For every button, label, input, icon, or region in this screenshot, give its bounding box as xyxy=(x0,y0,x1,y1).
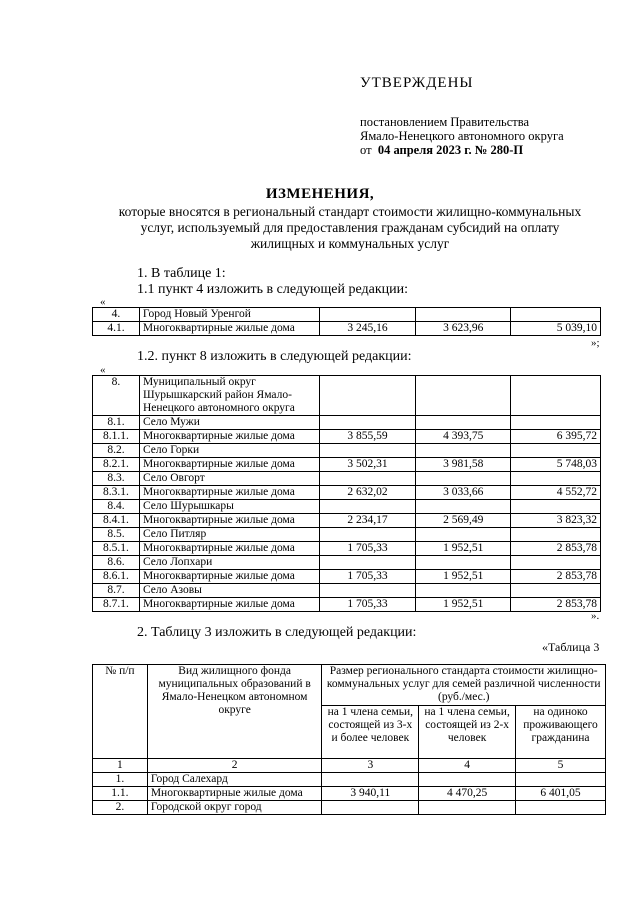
row-num: 8.5. xyxy=(93,528,140,542)
row-num: 2. xyxy=(93,801,148,815)
row-num: 8.4. xyxy=(93,500,140,514)
table-row xyxy=(93,570,601,584)
row-name: Село Горки xyxy=(139,444,319,458)
row-value-3: 2 853,78 xyxy=(511,542,601,556)
row-value-3: 3 823,32 xyxy=(511,514,601,528)
row-value-1: 3 940,11 xyxy=(322,787,419,801)
row-value-3 xyxy=(516,773,606,787)
row-name: Село Азовы xyxy=(139,584,319,598)
row-value-3 xyxy=(511,416,601,430)
row-value-1 xyxy=(319,444,416,458)
row-num: 1.1. xyxy=(93,787,148,801)
row-num: 8.1.1. xyxy=(93,430,140,444)
row-num: 8.7.1. xyxy=(93,598,140,612)
row-value-3 xyxy=(516,801,606,815)
row-value-1 xyxy=(319,528,416,542)
row-value-1 xyxy=(322,773,419,787)
row-num: 8.1. xyxy=(93,416,140,430)
table1-item8 xyxy=(92,375,601,612)
table-row xyxy=(93,787,606,801)
row-name: Село Лопхари xyxy=(139,556,319,570)
table-row xyxy=(93,444,601,458)
table-row xyxy=(93,416,601,430)
document-subtitle-2: услуг, используемый для предоставления гражданам субсидий на оплату xyxy=(140,220,560,235)
row-num: 1. xyxy=(93,773,148,787)
row-name: Село Шурышкары xyxy=(139,500,319,514)
header-col3: на одиноко проживающего гражданина xyxy=(516,706,606,759)
row-name: Муниципальный округ Шурышкарский район Ямало-Ненецкого автономного округа xyxy=(139,376,319,416)
row-value-3 xyxy=(511,500,601,514)
row-num: 8.2. xyxy=(93,444,140,458)
row-name: Многоквартирные жилые дома xyxy=(147,787,322,801)
header-kind: Вид жилищного фонда муниципальных образований в Ямало-Ненецком автономном округе xyxy=(147,665,322,759)
row-value-2: 4 393,75 xyxy=(416,430,511,444)
row-value-2 xyxy=(416,584,511,598)
row-value-1: 1 705,33 xyxy=(319,570,416,584)
decree-date: 04 апреля 2023 г. № 280-П xyxy=(377,143,524,157)
row-num: 8.4.1. xyxy=(93,514,140,528)
row-value-2 xyxy=(419,801,516,815)
row-value-2: 3 033,66 xyxy=(416,486,511,500)
row-value-1 xyxy=(319,472,416,486)
table-row xyxy=(93,376,601,416)
approved-title: УТВЕРЖДЕНЫ xyxy=(360,75,474,91)
row-name: Многоквартирные жилые дома xyxy=(139,514,319,528)
row-name: Село Мужи xyxy=(139,416,319,430)
row-value-2 xyxy=(416,416,511,430)
table-row xyxy=(93,486,601,500)
row-num: 8.6. xyxy=(93,556,140,570)
table-row xyxy=(93,542,601,556)
col-number: 5 xyxy=(516,759,606,773)
row-value-2 xyxy=(416,528,511,542)
section2-heading: 2. Таблицу 3 изложить в следующей редакции: xyxy=(137,625,417,640)
document-title: ИЗМЕНЕНИЯ, xyxy=(265,186,375,202)
table-row xyxy=(93,801,606,815)
table-row xyxy=(93,773,606,787)
row-value-2 xyxy=(419,773,516,787)
row-value-2: 4 470,25 xyxy=(419,787,516,801)
row-value-2: 1 952,51 xyxy=(416,598,511,612)
row-value-3: 5 039,10 xyxy=(511,322,601,336)
table1-item4 xyxy=(92,307,601,336)
row-value-2: 1 952,51 xyxy=(416,570,511,584)
col-number: 3 xyxy=(322,759,419,773)
row-value-1: 2 632,02 xyxy=(319,486,416,500)
row-num: 8.7. xyxy=(93,584,140,598)
row-name: Многоквартирные жилые дома xyxy=(139,458,319,472)
row-value-1: 1 705,33 xyxy=(319,598,416,612)
row-value-3 xyxy=(511,528,601,542)
row-value-3: 2 853,78 xyxy=(511,598,601,612)
col-number: 4 xyxy=(419,759,516,773)
approved-line-1: постановлением Правительства xyxy=(360,115,530,129)
row-value-3 xyxy=(511,444,601,458)
row-value-2: 2 569,49 xyxy=(416,514,511,528)
header-size: Размер регионального стандарта стоимости жилищно-коммунальных услуг для семей различной численности (руб./мес.) xyxy=(322,665,606,706)
date-prefix: от xyxy=(360,143,372,157)
row-value-1 xyxy=(319,308,416,322)
row-num: 8.5.1. xyxy=(93,542,140,556)
row-num: 8.3. xyxy=(93,472,140,486)
table-row xyxy=(93,500,601,514)
row-name: Многоквартирные жилые дома xyxy=(139,486,319,500)
open-quote-1: « xyxy=(100,296,106,308)
header-num: № п/п xyxy=(93,665,148,759)
table-row xyxy=(93,430,601,444)
row-value-2: 3 981,58 xyxy=(416,458,511,472)
row-value-3: 6 395,72 xyxy=(511,430,601,444)
row-num: 8.2.1. xyxy=(93,458,140,472)
section1-heading: 1. В таблице 1: xyxy=(137,266,226,281)
header-col2: на 1 члена семьи, состоящей из 2-х человек xyxy=(419,706,516,759)
row-value-3: 4 552,72 xyxy=(511,486,601,500)
table-row xyxy=(93,308,601,322)
row-value-2: 1 952,51 xyxy=(416,542,511,556)
row-num: 8.3.1. xyxy=(93,486,140,500)
row-name: Многоквартирные жилые дома xyxy=(139,542,319,556)
row-value-1 xyxy=(319,584,416,598)
row-value-3: 6 401,05 xyxy=(516,787,606,801)
approved-line-3 xyxy=(360,142,523,158)
row-value-1 xyxy=(322,801,419,815)
row-name: Село Овгорт xyxy=(139,472,319,486)
row-value-1 xyxy=(319,500,416,514)
row-num: 4. xyxy=(93,308,140,322)
col-number: 1 xyxy=(93,759,148,773)
row-value-2 xyxy=(416,472,511,486)
row-value-2 xyxy=(416,500,511,514)
row-name: Город Салехард xyxy=(147,773,322,787)
row-value-1: 3 502,31 xyxy=(319,458,416,472)
row-name: Многоквартирные жилые дома xyxy=(139,430,319,444)
table-row xyxy=(93,472,601,486)
row-value-1: 1 705,33 xyxy=(319,542,416,556)
row-value-3 xyxy=(511,472,601,486)
table-row xyxy=(93,514,601,528)
table3-label: «Таблица 3 xyxy=(542,640,600,654)
header-col1: на 1 члена семьи, состоящей из 3-х и более человек xyxy=(322,706,419,759)
row-name: Многоквартирные жилые дома xyxy=(139,598,319,612)
row-value-1: 3 245,16 xyxy=(319,322,416,336)
row-value-2 xyxy=(416,556,511,570)
close-quote-1: »; xyxy=(591,337,600,349)
table3 xyxy=(92,664,606,815)
row-value-1: 3 855,59 xyxy=(319,430,416,444)
document-subtitle-1: которые вносятся в региональный стандарт стоимости жилищно-коммунальных xyxy=(118,204,582,219)
approved-line-2: Ямало-Ненецкого автономного округа xyxy=(360,129,564,143)
row-value-2 xyxy=(416,308,511,322)
section1-item1: 1.1 пункт 4 изложить в следующей редакции: xyxy=(137,282,408,297)
open-quote-2: « xyxy=(100,364,106,376)
row-value-2 xyxy=(416,376,511,416)
row-value-2 xyxy=(416,444,511,458)
table-row xyxy=(93,584,601,598)
col-number: 2 xyxy=(147,759,322,773)
row-name: Многоквартирные жилые дома xyxy=(139,570,319,584)
row-num: 4.1. xyxy=(93,322,140,336)
row-name: Многоквартирные жилые дома xyxy=(139,322,319,336)
table-row xyxy=(93,458,601,472)
row-value-3: 5 748,03 xyxy=(511,458,601,472)
table-row xyxy=(93,556,601,570)
row-value-2: 3 623,96 xyxy=(416,322,511,336)
row-value-3 xyxy=(511,584,601,598)
row-value-1 xyxy=(319,556,416,570)
row-num: 8. xyxy=(93,376,140,416)
row-name: Городской округ город xyxy=(147,801,322,815)
close-quote-2: ». xyxy=(591,610,600,622)
row-num: 8.6.1. xyxy=(93,570,140,584)
row-name: Село Питляр xyxy=(139,528,319,542)
table-row xyxy=(93,598,601,612)
row-value-3: 2 853,78 xyxy=(511,570,601,584)
row-value-3 xyxy=(511,556,601,570)
row-value-1: 2 234,17 xyxy=(319,514,416,528)
row-value-3 xyxy=(511,308,601,322)
row-value-1 xyxy=(319,376,416,416)
table-row xyxy=(93,322,601,336)
row-name: Город Новый Уренгой xyxy=(139,308,319,322)
table-row xyxy=(93,528,601,542)
document-subtitle-3: жилищных и коммунальных услуг xyxy=(250,236,450,251)
section1-item2: 1.2. пункт 8 изложить в следующей редакции: xyxy=(137,349,412,364)
row-value-1 xyxy=(319,416,416,430)
row-value-3 xyxy=(511,376,601,416)
